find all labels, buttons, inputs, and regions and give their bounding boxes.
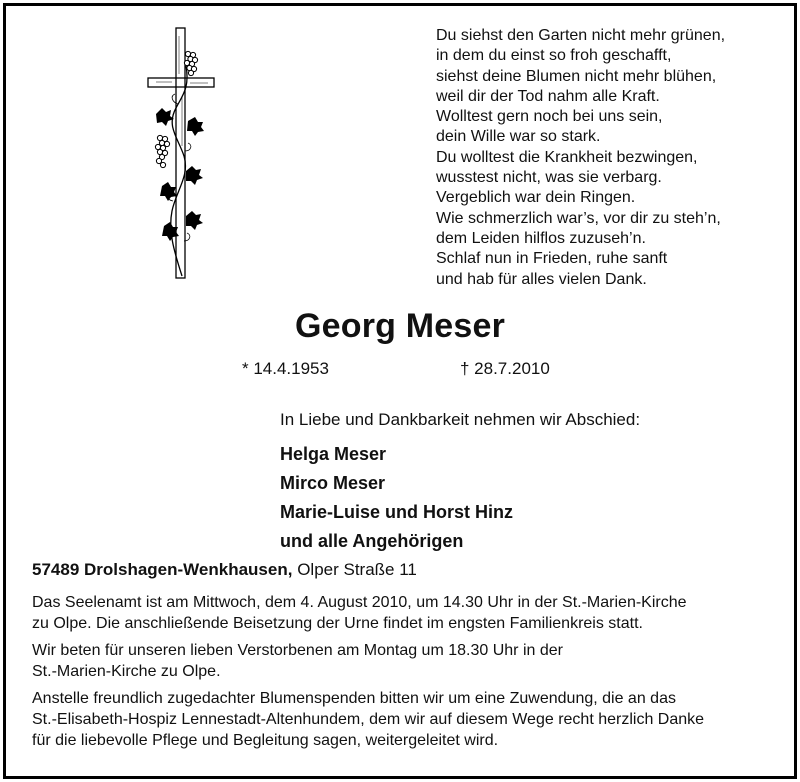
mourner-name: und alle Angehörigen	[280, 531, 464, 551]
poem-line: Wolltest gern noch bei uns sein,	[436, 108, 663, 126]
poem-line: wusstest nicht, was sie verbarg.	[436, 169, 662, 187]
mourner-name: Mirco Meser	[280, 473, 386, 493]
paragraph-line: Wir beten für unseren lieben Verstorbenen am Montag um 18.30 Uhr in der	[32, 642, 563, 659]
farewell-line: In Liebe und Dankbarkeit nehmen wir Abschied:	[280, 410, 641, 429]
poem-line: Du siehst den Garten nicht mehr grünen,	[436, 27, 726, 44]
mourners-list	[280, 440, 513, 556]
poem-line: dein Wille war so stark.	[436, 128, 601, 146]
birth-date: * 14.4.1953	[242, 359, 329, 378]
address-place: 57489 Drolshagen-Wenkhausen,	[32, 560, 293, 579]
paragraph-line: Anstelle freundlich zugedachter Blumenspenden bitten wir um eine Zuwendung, die an das	[32, 690, 676, 707]
poem-line: und hab für alles vielen Dank.	[436, 270, 647, 288]
paragraph-line: St.-Marien-Kirche zu Olpe.	[32, 663, 221, 680]
address	[32, 560, 417, 580]
paragraph-line: Das Seelenamt ist am Mittwoch, dem 4. August 2010, um 14.30 Uhr in der St.-Marien-Kirche	[32, 594, 687, 611]
paragraph-line: St.-Elisabeth-Hospiz Lennestadt-Altenhundem, dem wir auf diesem Wege recht herzlich Danke	[32, 711, 705, 728]
paragraph-line: zu Olpe. Die anschließende Beisetzung der Urne findet im engsten Familienkreis statt.	[32, 615, 643, 632]
poem	[436, 26, 776, 290]
cross-with-grapevine-icon	[138, 26, 228, 281]
mourner-name: Marie-Luise und Horst Hinz	[280, 502, 514, 522]
poem-line: Wie schmerzlich war’s, vor dir zu steh’n,	[436, 209, 721, 227]
poem-line: dem Leiden hilflos zuzuseh’n.	[436, 229, 646, 247]
paragraph-line: für die liebevolle Pflege und Begleitung sagen, weitergeleitet wird.	[32, 732, 499, 749]
poem-line: Du wolltest die Krankheit bezwingen,	[436, 148, 698, 166]
death-date: † 28.7.2010	[460, 359, 550, 378]
address-street: Olper Straße 11	[297, 560, 417, 579]
donation-paragraph	[32, 688, 772, 751]
poem-line: weil dir der Tod nahm alle Kraft.	[436, 87, 660, 105]
poem-line: in dem du einst so froh geschafft,	[436, 47, 672, 65]
poem-line: siehst deine Blumen nicht mehr blühen,	[436, 67, 717, 85]
deceased-name: Georg Meser	[294, 307, 506, 345]
mourner-name: Helga Meser	[280, 444, 387, 464]
poem-line: Schlaf nun in Frieden, ruhe sanft	[436, 250, 668, 268]
prayer-paragraph	[32, 640, 772, 682]
poem-line: Vergeblich war dein Ringen.	[436, 189, 636, 207]
service-paragraph	[32, 592, 772, 634]
